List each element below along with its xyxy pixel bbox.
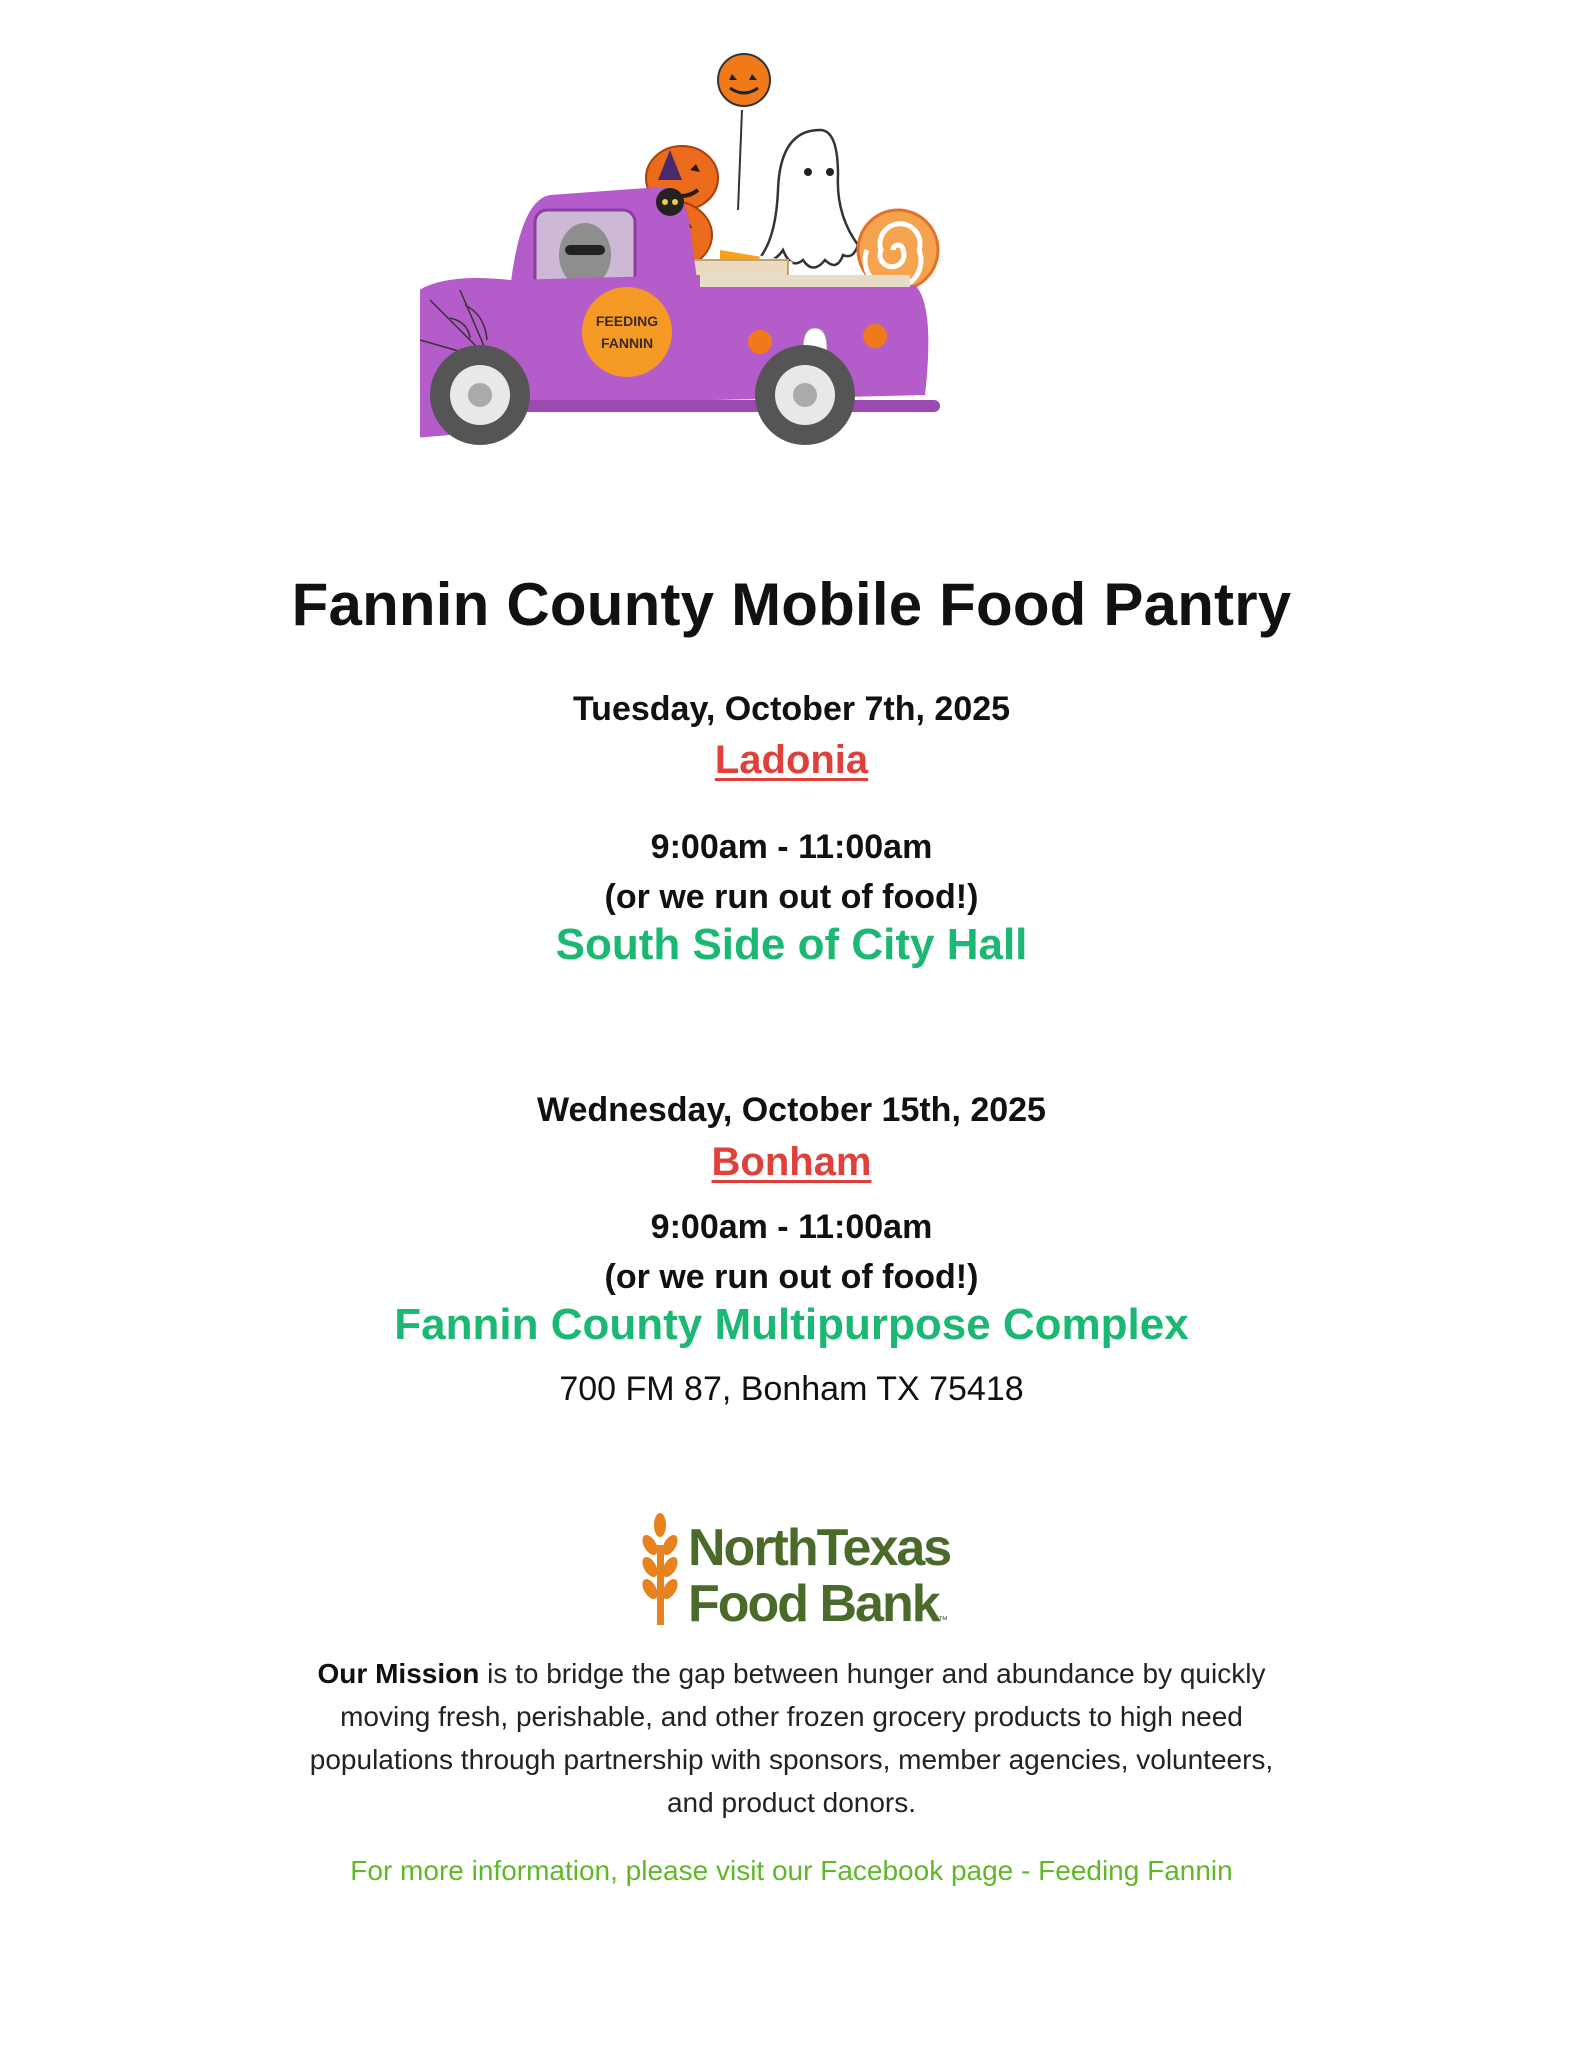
- event-2-note: (or we run out of food!): [604, 1258, 979, 1296]
- door-sign-line1: FEEDING: [595, 313, 659, 329]
- logo-trademark: ™: [938, 1615, 948, 1626]
- pumpkin-balloon-icon: [718, 54, 770, 106]
- event-1-town: Ladonia: [714, 738, 869, 782]
- logo-line2: Food Bank: [688, 1575, 939, 1633]
- event-2-time: 9:00am - 11:00am: [650, 1208, 933, 1246]
- event-2-date: Wednesday, October 15th, 2025: [537, 1091, 1046, 1129]
- door-sign-line2: FANNIN: [600, 335, 654, 351]
- event-1-time: 9:00am - 11:00am: [650, 828, 933, 866]
- logo-line1: NorthTexas: [688, 1519, 951, 1577]
- feeding-fannin-sign: [582, 287, 672, 377]
- mission-lead: Our Mission: [317, 1658, 480, 1689]
- halloween-truck-illustration: [420, 50, 1180, 510]
- page-title: Fannin County Mobile Food Pantry: [291, 571, 1292, 638]
- rear-wheel: [755, 345, 855, 445]
- ghost-icon: [758, 130, 858, 268]
- event-1-note: (or we run out of food!): [604, 878, 979, 916]
- facebook-info: For more information, please visit our Facebook page - Feeding Fannin: [350, 1855, 1233, 1886]
- wheat-icon: [639, 1513, 680, 1625]
- mission-statement: [300, 1652, 1283, 1824]
- front-wheel: [430, 345, 530, 445]
- event-2-address: 700 FM 87, Bonham TX 75418: [559, 1370, 1024, 1408]
- mission-text: is to bridge the gap between hunger and abundance by quickly moving fresh, perishable, and other frozen grocery products to high need populations through partnership with sponsors, member agencies, volunteers, and product donors.: [309, 1658, 1274, 1818]
- event-1-venue: South Side of City Hall: [555, 920, 1028, 969]
- event-1-date: Tuesday, October 7th, 2025: [572, 690, 1011, 728]
- black-cat-icon: [656, 188, 684, 216]
- event-2-town: Bonham: [711, 1140, 872, 1184]
- event-2-venue: Fannin County Multipurpose Complex: [394, 1300, 1189, 1349]
- north-texas-food-bank-logo: [630, 1505, 990, 1635]
